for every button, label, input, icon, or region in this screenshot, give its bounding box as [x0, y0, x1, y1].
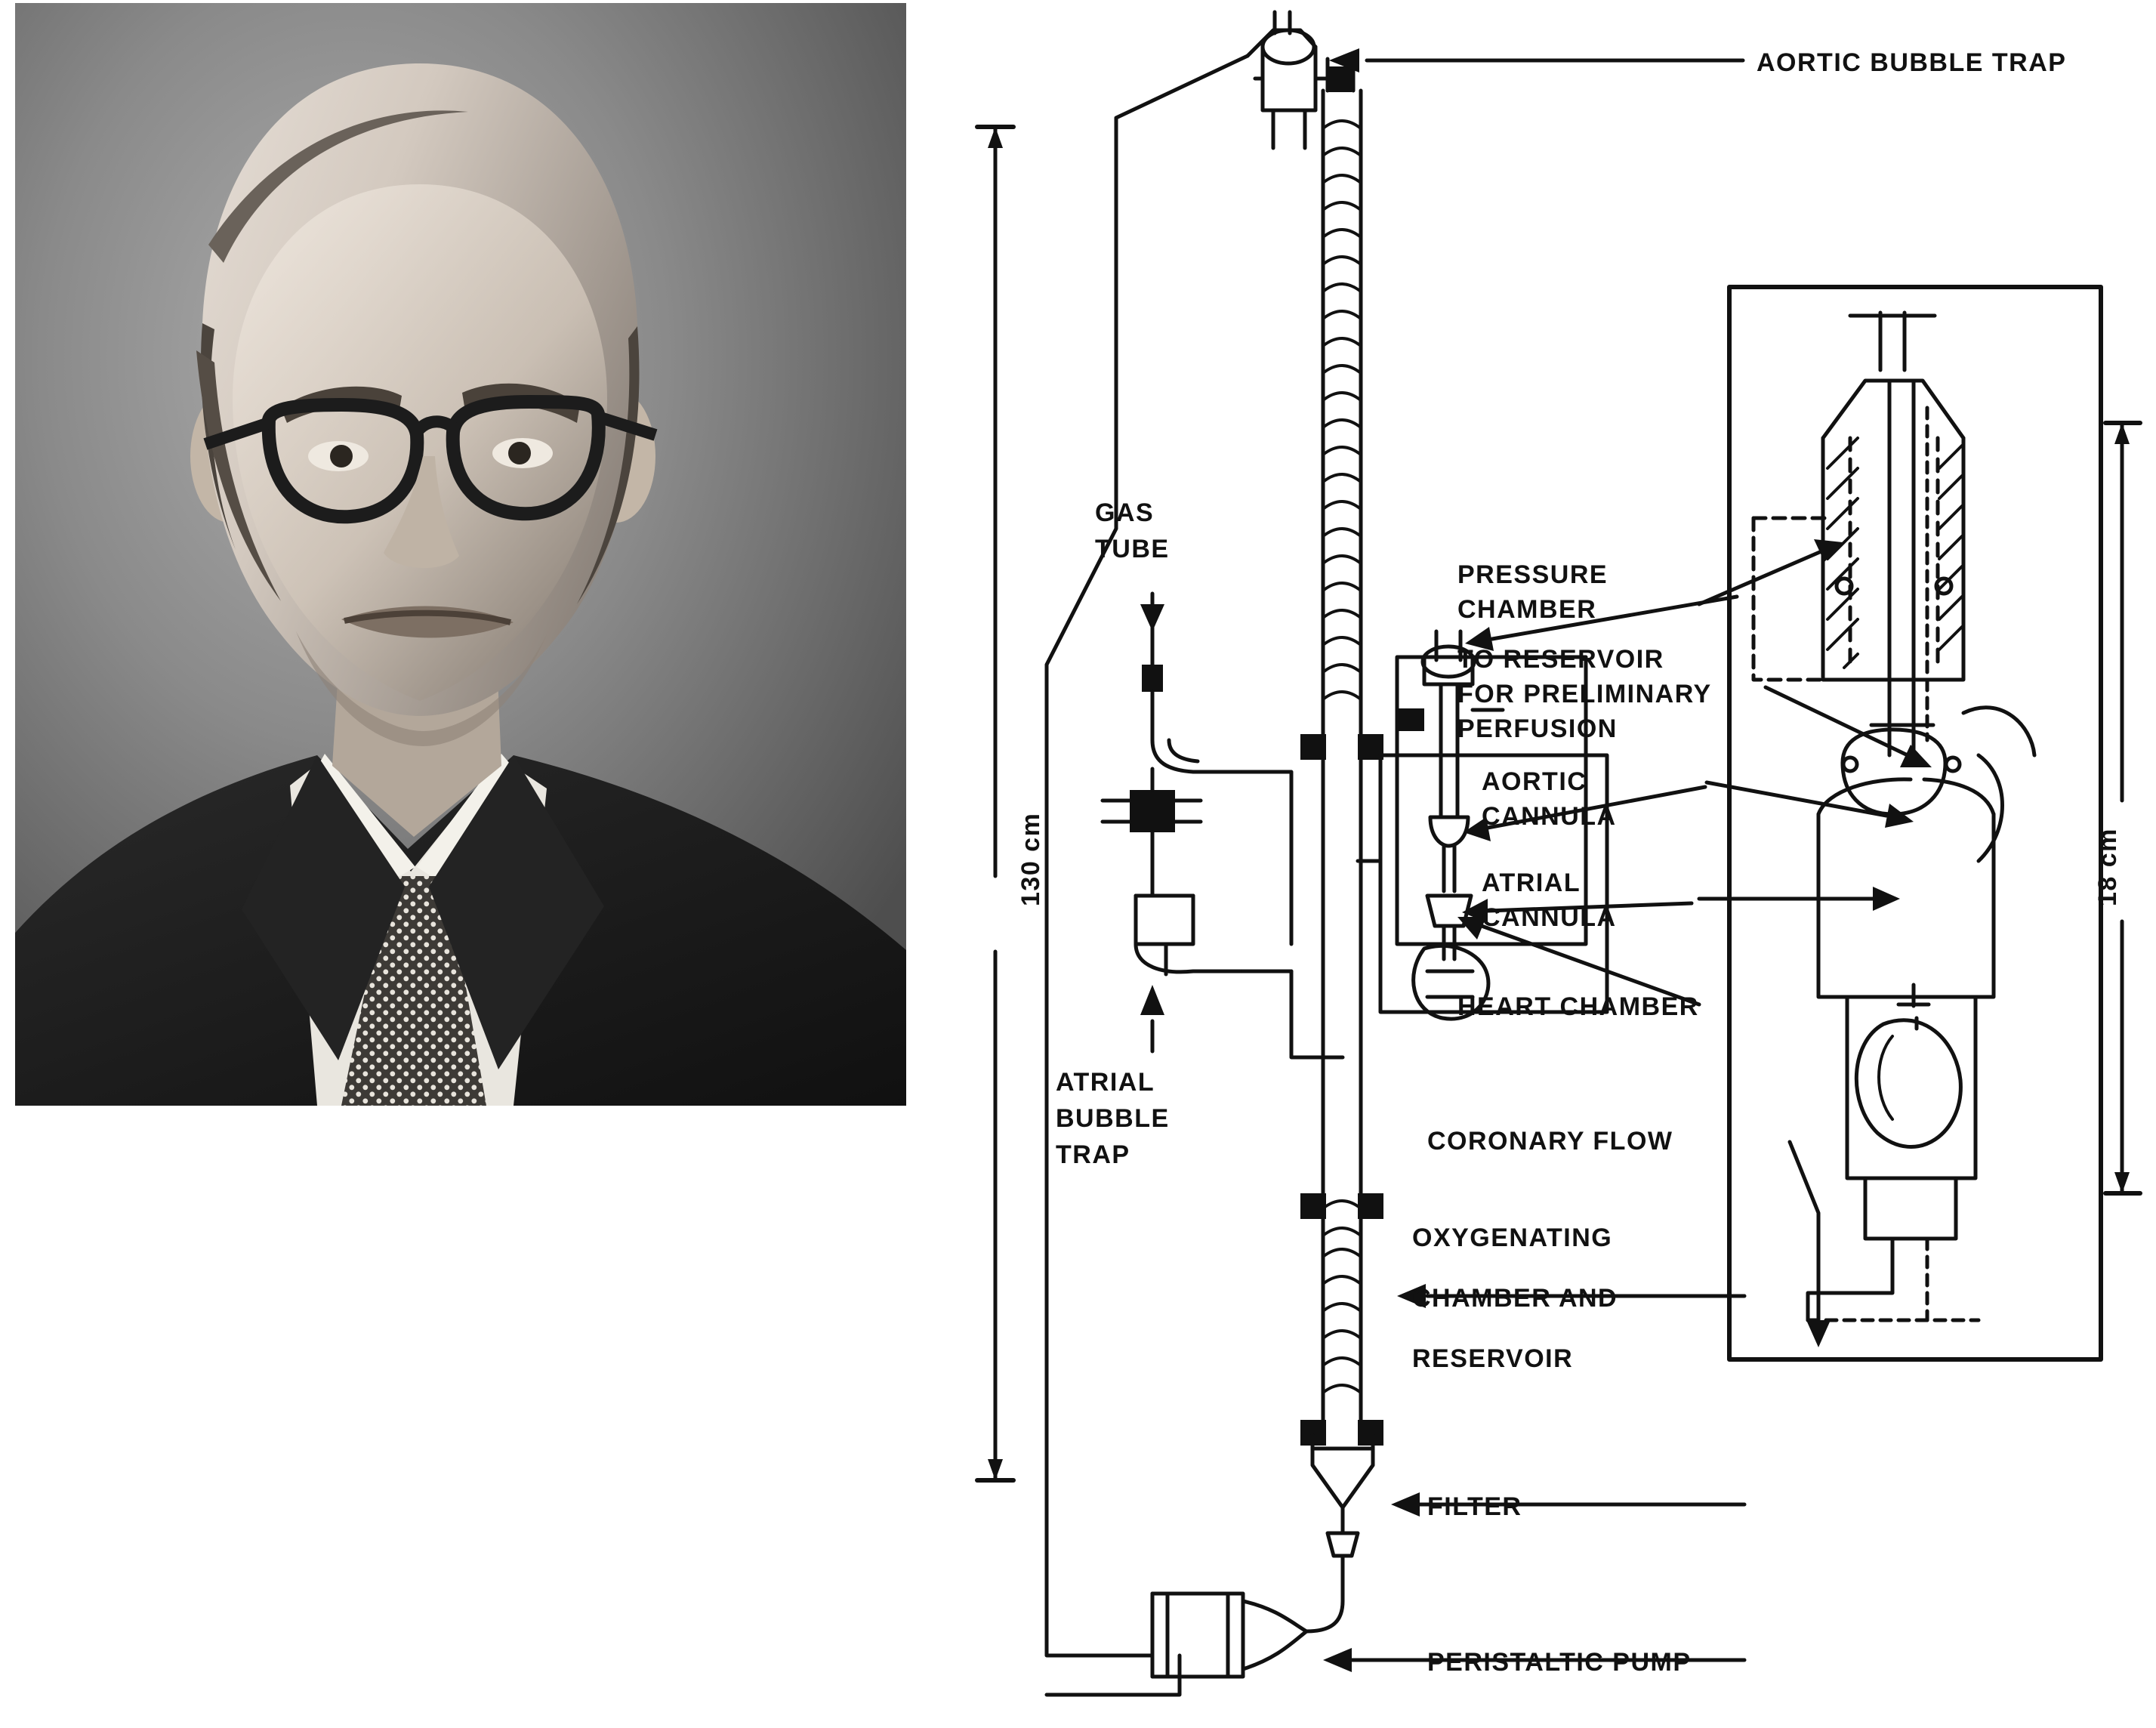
leader-arrows: [1140, 48, 1932, 1672]
portrait-image: [15, 3, 906, 1106]
dimension-label-18cm: 18 cm: [2093, 828, 2122, 906]
dimension-label-130cm: 130 cm: [1016, 812, 1045, 906]
label-heart-chamber: HEART CHAMBER: [1457, 992, 1699, 1021]
label-aortic-bubble-trap: AORTIC BUBBLE TRAP: [1757, 48, 2067, 77]
label-pressure-chamber-line1: PRESSURE: [1457, 560, 1609, 589]
label-to-reservoir-line1: TO RESERVOIR: [1457, 645, 1664, 674]
label-atrial-bubble-trap-line3: TRAP: [1056, 1140, 1130, 1169]
label-atrial-bubble-trap-line2: BUBBLE: [1056, 1104, 1170, 1133]
perfusion-apparatus-diagram: [974, 0, 2152, 1728]
label-atrial-cannula-line1: ATRIAL: [1482, 869, 1581, 897]
oxygenating-column: [1300, 59, 1383, 1446]
detail-panel: [1729, 287, 2101, 1359]
label-to-reservoir-line2: FOR PRELIMINARY: [1457, 680, 1712, 708]
schematic-drawing: [974, 0, 2152, 1728]
label-coronary-flow: CORONARY FLOW: [1427, 1127, 1673, 1156]
label-aortic-cannula-line2: CANNULA: [1482, 802, 1617, 831]
label-atrial-cannula-line2: CANNULA: [1482, 903, 1617, 932]
perfusion-lines: [1243, 772, 1473, 1057]
circuit-outline: [1047, 56, 1248, 1695]
pupil-left: [330, 445, 353, 467]
filter-part: [1312, 1435, 1373, 1556]
stopcock: [1103, 769, 1201, 832]
label-filter: FILTER: [1427, 1492, 1522, 1521]
label-pressure-chamber-line2: CHAMBER: [1457, 595, 1597, 624]
diagram-labels: [1016, 48, 2122, 1677]
pupil-right: [508, 442, 531, 464]
label-gas-tube-line2: TUBE: [1095, 535, 1170, 563]
atrial-bubble-trap-part: [1136, 896, 1243, 974]
aortic-bubble-trap-part: [1248, 12, 1352, 148]
label-oxygenating-line3: RESERVOIR: [1412, 1344, 1574, 1373]
gas-tube-part: [1103, 622, 1243, 896]
label-atrial-bubble-trap-line1: ATRIAL: [1056, 1068, 1155, 1097]
dimension-18cm: [2105, 423, 2140, 1193]
portrait-photograph: [15, 3, 906, 1106]
label-to-reservoir-line3: PERFUSION: [1457, 714, 1618, 743]
label-peristaltic-pump: PERISTALTIC PUMP: [1427, 1648, 1692, 1677]
label-oxygenating-line1: OXYGENATING: [1412, 1223, 1613, 1252]
label-oxygenating-line2: CHAMBER AND: [1412, 1284, 1618, 1313]
dimension-130cm: [977, 127, 1013, 1480]
label-gas-tube-line1: GAS: [1095, 498, 1155, 527]
label-aortic-cannula-line1: AORTIC: [1482, 767, 1587, 796]
